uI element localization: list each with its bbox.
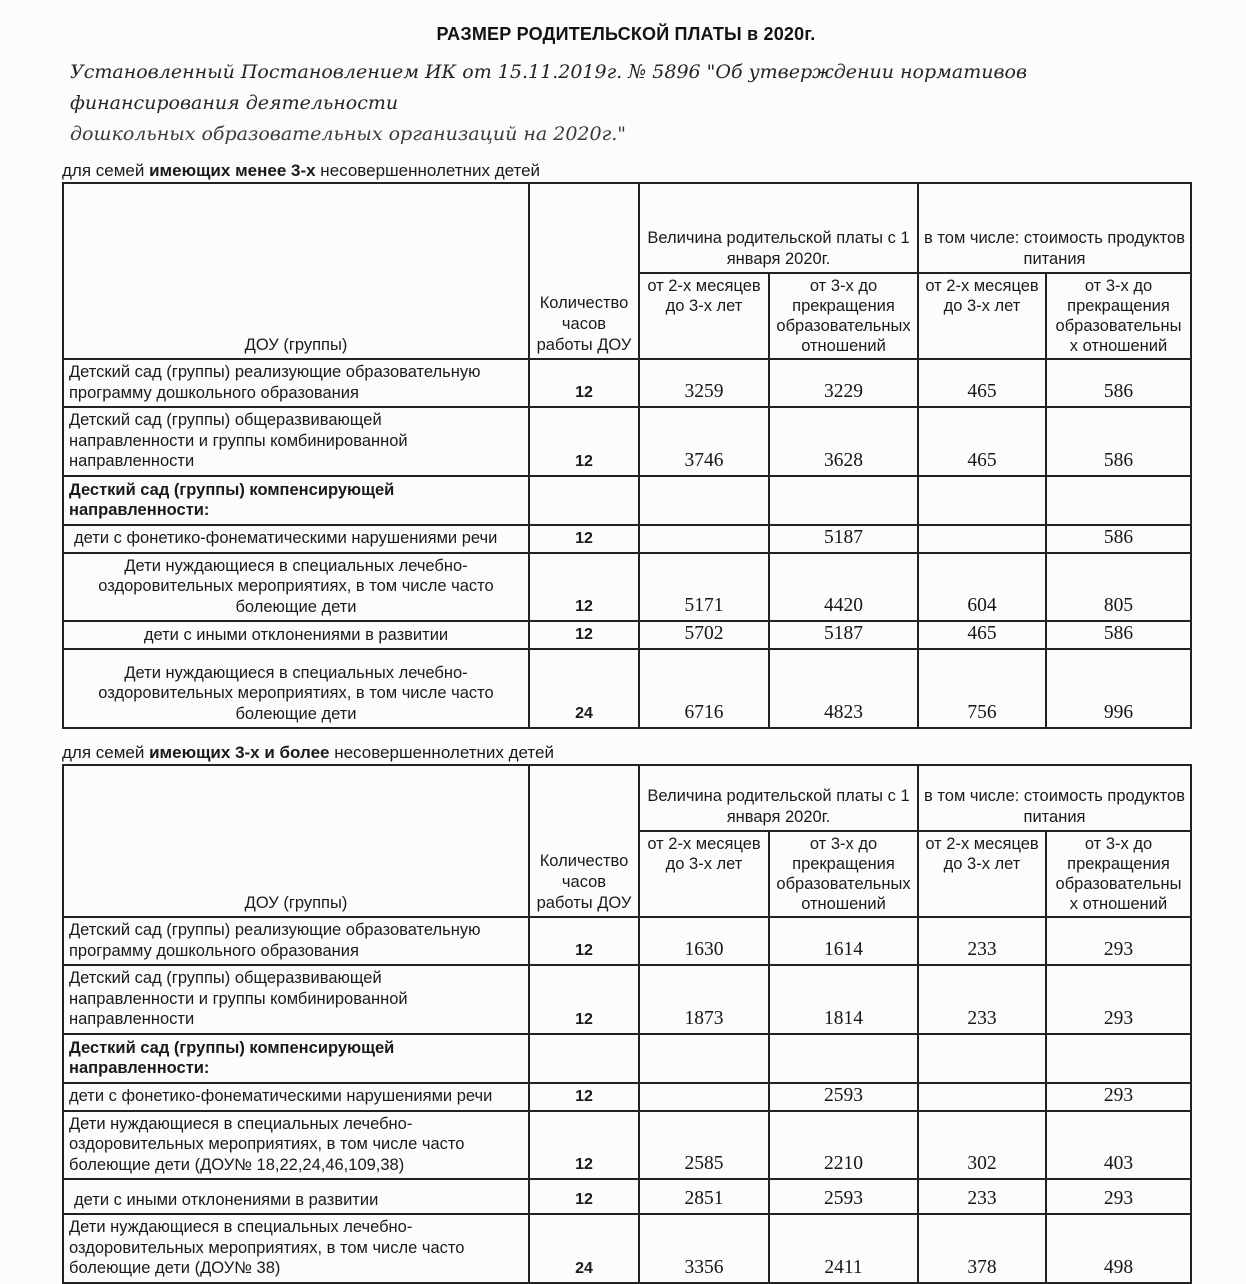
food-2m-3y-cell xyxy=(918,1034,1046,1083)
food-2m-3y-cell: 465 xyxy=(918,407,1046,476)
hours-cell: 12 xyxy=(529,1111,639,1180)
page-title: РАЗМЕР РОДИТЕЛЬСКОЙ ПЛАТЫ в 2020г. xyxy=(436,24,816,44)
column-header-dou-groups: ДОУ (группы) xyxy=(63,765,529,917)
payment-2m-3y-cell: 3356 xyxy=(639,1214,769,1283)
table-row xyxy=(63,553,1191,622)
fee-table-families-3-plus-children xyxy=(62,764,1192,1284)
table-row xyxy=(63,965,1191,1034)
dou-group-name-cell: Дети нуждающиеся в специальных лечебно-оздоровительных мероприятиях, в том числе часто болеющие дети (ДОУ№ 18,22,24,46,109,38) xyxy=(63,1111,529,1180)
dou-group-name-cell: Десткий сад (группы) компенсирующей направленности: xyxy=(63,1034,529,1083)
dou-group-name-cell: Детский сад (группы) общеразвивающей направленности и группы комбинированной направленности xyxy=(63,965,529,1034)
food-3y-end-cell: 586 xyxy=(1046,621,1191,649)
payment-3y-end-cell xyxy=(769,1034,918,1083)
caption-prefix: для семей xyxy=(62,161,150,180)
dou-group-name-cell: дети с фонетико-фонематическими нарушениями речи xyxy=(63,1083,529,1111)
payment-3y-end-cell: 3229 xyxy=(769,359,918,407)
table-section-row xyxy=(63,1034,1191,1083)
payment-3y-end-cell: 1814 xyxy=(769,965,918,1034)
food-3y-end-cell xyxy=(1046,1034,1191,1083)
payment-3y-end-cell: 5187 xyxy=(769,621,918,649)
payment-2m-3y-cell: 5171 xyxy=(639,553,769,622)
table-caption-3-or-more-children xyxy=(62,743,1190,763)
column-group-food-cost: в том числе: стоимость продуктов питания xyxy=(918,765,1191,831)
table-row xyxy=(63,917,1191,965)
food-3y-end-cell: 403 xyxy=(1046,1111,1191,1180)
column-header-payment-3y-end: от 3-х до прекращения образовательных отношений xyxy=(769,831,918,917)
dou-group-name-cell: Дети нуждающиеся в специальных лечебно-оздоровительных мероприятиях, в том числе часто болеющие дети (ДОУ№ 38) xyxy=(63,1214,529,1283)
table-row xyxy=(63,525,1191,553)
table-row xyxy=(63,649,1191,728)
dou-group-name-cell: Детский сад (группы) реализующие образовательную программу дошкольного образования xyxy=(63,359,529,407)
food-3y-end-cell xyxy=(1046,476,1191,525)
payment-2m-3y-cell: 3259 xyxy=(639,359,769,407)
hours-cell: 12 xyxy=(529,525,639,553)
food-3y-end-cell: 293 xyxy=(1046,917,1191,965)
dou-group-name-cell: дети с иными отклонениями в развитии xyxy=(63,621,529,649)
food-2m-3y-cell: 378 xyxy=(918,1214,1046,1283)
food-3y-end-cell: 498 xyxy=(1046,1214,1191,1283)
food-2m-3y-cell xyxy=(918,1083,1046,1111)
food-2m-3y-cell: 233 xyxy=(918,965,1046,1034)
hours-cell: 12 xyxy=(529,359,639,407)
table-row xyxy=(63,407,1191,476)
food-3y-end-cell: 805 xyxy=(1046,553,1191,622)
payment-3y-end-cell xyxy=(769,476,918,525)
column-header-hours: Количество часов работы ДОУ xyxy=(529,765,639,917)
table-section-row xyxy=(63,476,1191,525)
food-2m-3y-cell: 604 xyxy=(918,553,1046,622)
column-header-dou-groups: ДОУ (группы) xyxy=(63,183,529,359)
payment-3y-end-cell: 2593 xyxy=(769,1179,918,1214)
caption-bold-part: имеющих 3-х и более xyxy=(149,743,330,762)
column-header-payment-2m-3y: от 2-х месяцев до 3-х лет xyxy=(639,273,769,359)
payment-2m-3y-cell xyxy=(639,1034,769,1083)
food-2m-3y-cell: 465 xyxy=(918,359,1046,407)
payment-2m-3y-cell xyxy=(639,1083,769,1111)
hours-cell: 12 xyxy=(529,407,639,476)
table-caption-under-3-children xyxy=(62,161,1190,181)
subtitle-line-2: дошкольных образовательных организаций на 2020г." xyxy=(70,123,626,145)
caption-prefix: для семей xyxy=(62,743,150,762)
hours-cell: 12 xyxy=(529,1083,639,1111)
dou-group-name-cell: Дети нуждающиеся в специальных лечебно-оздоровительных мероприятиях, в том числе часто болеющие дети xyxy=(63,649,529,728)
caption-bold-part: имеющих менее 3-х xyxy=(149,161,316,180)
column-header-food-2m-3y: от 2-х месяцев до 3-х лет xyxy=(918,273,1046,359)
document-subtitle xyxy=(62,57,1190,150)
caption-suffix: несовершеннолетних детей xyxy=(315,161,541,180)
table-row xyxy=(63,359,1191,407)
payment-3y-end-cell: 2411 xyxy=(769,1214,918,1283)
subtitle-line-1: Установленный Постановлением ИК от 15.11.2019г. № 5896 "Об утверждении нормативов финансирования деятельности xyxy=(70,61,1028,114)
column-header-food-3y-end: от 3-х до прекращения образовательны х отношений xyxy=(1046,831,1191,917)
food-2m-3y-cell: 465 xyxy=(918,621,1046,649)
food-3y-end-cell: 586 xyxy=(1046,525,1191,553)
payment-3y-end-cell: 3628 xyxy=(769,407,918,476)
payment-2m-3y-cell: 2585 xyxy=(639,1111,769,1180)
hours-cell: 24 xyxy=(529,1214,639,1283)
table-row xyxy=(63,1214,1191,1283)
payment-2m-3y-cell xyxy=(639,476,769,525)
food-2m-3y-cell: 233 xyxy=(918,1179,1046,1214)
payment-2m-3y-cell: 2851 xyxy=(639,1179,769,1214)
payment-3y-end-cell: 5187 xyxy=(769,525,918,553)
column-group-parent-payment: Величина родительской платы с 1 января 2020г. xyxy=(639,765,918,831)
payment-2m-3y-cell: 3746 xyxy=(639,407,769,476)
hours-cell xyxy=(529,476,639,525)
payment-2m-3y-cell xyxy=(639,525,769,553)
food-2m-3y-cell: 756 xyxy=(918,649,1046,728)
hours-cell: 12 xyxy=(529,917,639,965)
payment-3y-end-cell: 4420 xyxy=(769,553,918,622)
column-header-payment-3y-end: от 3-х до прекращения образовательных отношений xyxy=(769,273,918,359)
payment-2m-3y-cell: 1873 xyxy=(639,965,769,1034)
column-group-food-cost: в том числе: стоимость продуктов питания xyxy=(918,183,1191,273)
hours-cell: 12 xyxy=(529,965,639,1034)
dou-group-name-cell: Десткий сад (группы) компенсирующей направленности: xyxy=(63,476,529,525)
payment-3y-end-cell: 2210 xyxy=(769,1111,918,1180)
hours-cell xyxy=(529,1034,639,1083)
food-3y-end-cell: 293 xyxy=(1046,1083,1191,1111)
dou-group-name-cell: Детский сад (группы) общеразвивающей направленности и группы комбинированной направленности xyxy=(63,407,529,476)
column-header-payment-2m-3y: от 2-х месяцев до 3-х лет xyxy=(639,831,769,917)
food-2m-3y-cell xyxy=(918,476,1046,525)
food-2m-3y-cell: 233 xyxy=(918,917,1046,965)
dou-group-name-cell: Дети нуждающиеся в специальных лечебно-оздоровительных мероприятиях, в том числе часто болеющие дети xyxy=(63,553,529,622)
payment-3y-end-cell: 2593 xyxy=(769,1083,918,1111)
food-3y-end-cell: 293 xyxy=(1046,1179,1191,1214)
food-2m-3y-cell: 302 xyxy=(918,1111,1046,1180)
table-row xyxy=(63,1179,1191,1214)
food-3y-end-cell: 293 xyxy=(1046,965,1191,1034)
column-header-food-3y-end: от 3-х до прекращения образовательны х отношений xyxy=(1046,273,1191,359)
food-3y-end-cell: 586 xyxy=(1046,407,1191,476)
table-row xyxy=(63,621,1191,649)
column-header-food-2m-3y: от 2-х месяцев до 3-х лет xyxy=(918,831,1046,917)
caption-suffix: несовершеннолетних детей xyxy=(329,743,554,762)
hours-cell: 12 xyxy=(529,621,639,649)
payment-2m-3y-cell: 1630 xyxy=(639,917,769,965)
payment-3y-end-cell: 4823 xyxy=(769,649,918,728)
food-2m-3y-cell xyxy=(918,525,1046,553)
payment-2m-3y-cell: 5702 xyxy=(639,621,769,649)
column-header-hours: Количество часов работы ДОУ xyxy=(529,183,639,359)
hours-cell: 12 xyxy=(529,1179,639,1214)
column-group-parent-payment: Величина родительской платы с 1 января 2020г. xyxy=(639,183,918,273)
hours-cell: 24 xyxy=(529,649,639,728)
hours-cell: 12 xyxy=(529,553,639,622)
payment-3y-end-cell: 1614 xyxy=(769,917,918,965)
payment-2m-3y-cell: 6716 xyxy=(639,649,769,728)
fee-table-families-under-3-children xyxy=(62,182,1192,729)
food-3y-end-cell: 996 xyxy=(1046,649,1191,728)
table-row xyxy=(63,1083,1191,1111)
dou-group-name-cell: Детский сад (группы) реализующие образовательную программу дошкольного образования xyxy=(63,917,529,965)
dou-group-name-cell: дети с фонетико-фонематическими нарушениями речи xyxy=(63,525,529,553)
table-row xyxy=(63,1111,1191,1180)
food-3y-end-cell: 586 xyxy=(1046,359,1191,407)
dou-group-name-cell: дети с иными отклонениями в развитии xyxy=(63,1179,529,1214)
